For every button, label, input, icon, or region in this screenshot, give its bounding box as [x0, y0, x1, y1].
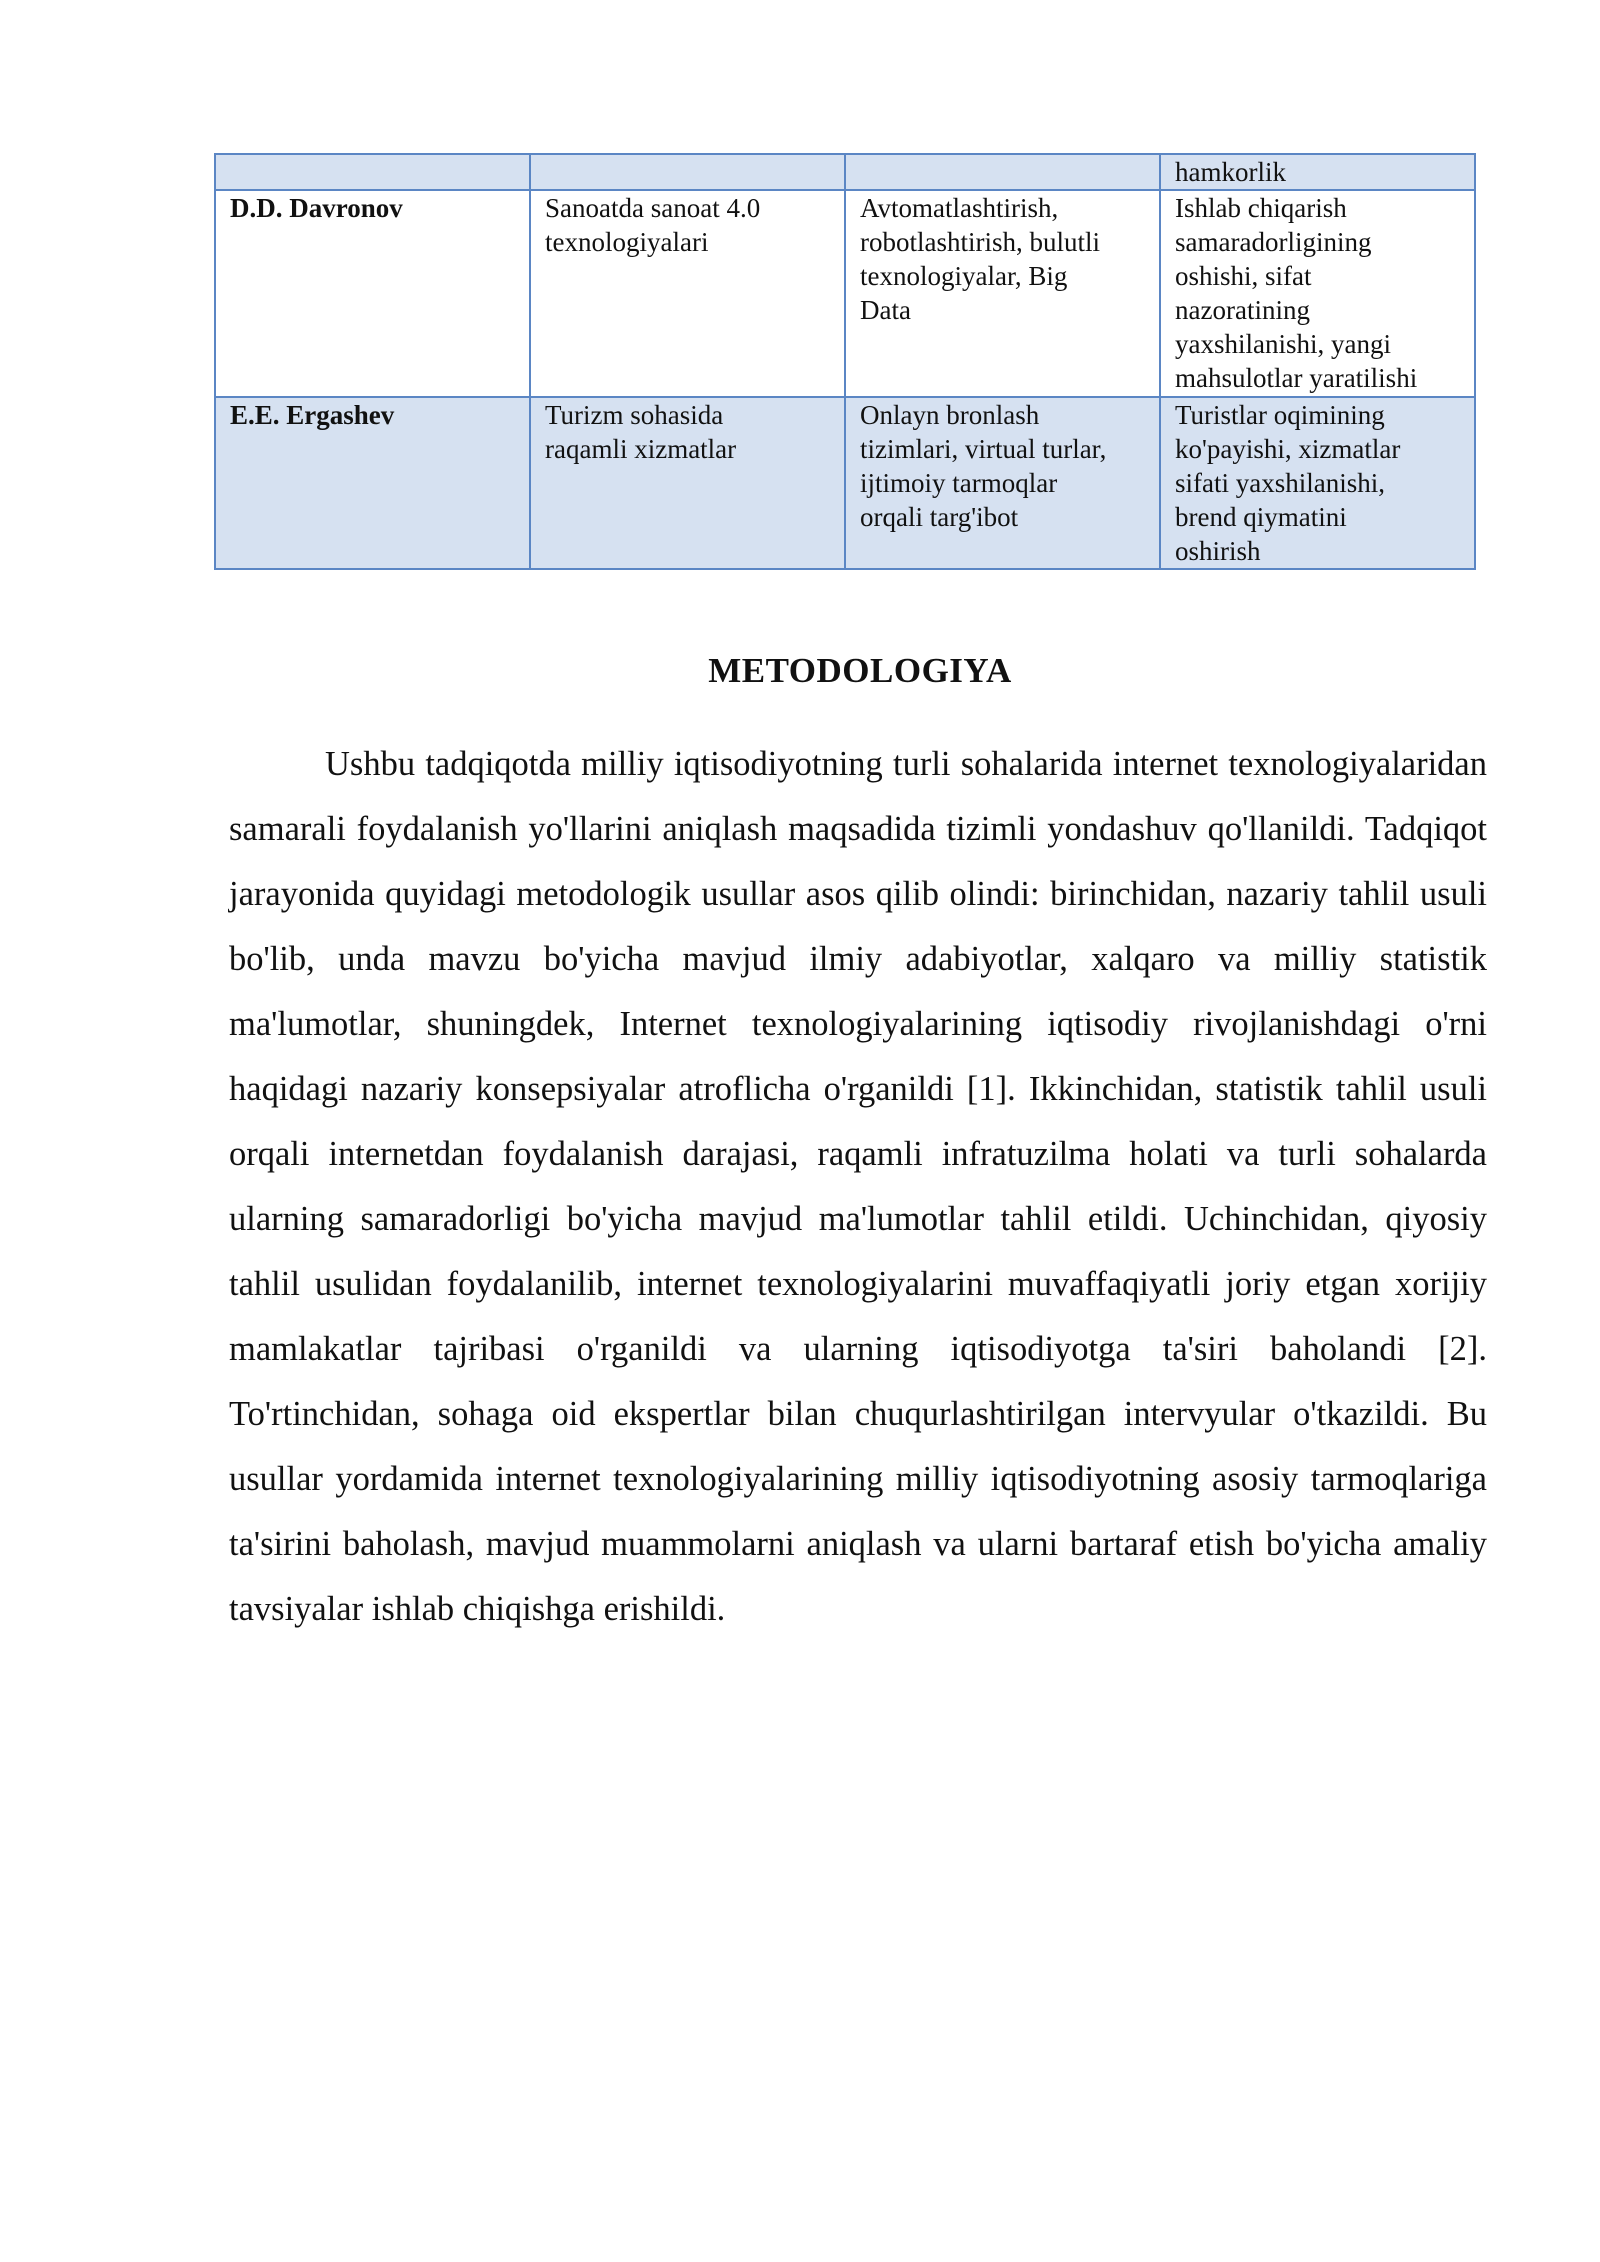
technologies-cell: Avtomatlashtirish, robotlashtirish, bulutli texnologiyalar, Big Data — [845, 190, 1160, 397]
results-cell: Ishlab chiqarish samaradorligining oshishi, sifat nazoratining yaxshilanishi, yangi mahsulotlar yaratilishi — [1160, 190, 1475, 397]
field-cell: Turizm sohasida raqamli xizmatlar — [530, 397, 845, 569]
author-name-cell: E.E. Ergashev — [215, 397, 530, 569]
body-paragraph: Ushbu tadqiqotda milliy iqtisodiyotning turli sohalarida internet texnologiyalaridan samarali foydalanish yo'llarini aniqlash maqsadida tizimli yondashuv qo'llanildi. Tadqiqot jarayonida quyidagi metodologik usullar asos qilib olindi: birinchidan, nazariy tahlil usuli bo'lib, unda mavzu bo'yicha mavjud ilmiy adabiyotlar, xalqaro va milliy statistik ma'lumotlar, shuningdek, Internet texnologiyalarining iqtisodiy rivojlanishdagi o'rni haqidagi nazariy konsepsiyalar atroflicha o'rganildi [1]. Ikkinchidan, statistik tahlil usuli orqali internetdan foydalanish darajasi, raqamli infratuzilma holati va turli sohalarda ularning samaradorligi bo'yicha mavjud ma'lumotlar tahlil etildi. Uchinchidan, qiyosiy tahlil usulidan foydalanilib, internet texnologiyalarini muvaffaqiyatli joriy etgan xorijiy mamlakatlar tajribasi o'rganildi va ularning iqtisodiyotga ta'siri baholandi [2]. To'rtinchidan, sohaga oid ekspertlar bilan chuqurlashtirilgan intervyular o'tkazildi. Bu usullar yordamida internet texnologiyalarining milliy iqtisodiyotning asosiy tarmoqlariga ta'sirini baholash, mavjud muammolarni aniqlash va ularni bartaraf etish bo'yicha amaliy tavsiyalar ishlab chiqishga erishildi. — [229, 745, 1487, 1628]
section-heading: METODOLOGIYA — [708, 651, 1012, 690]
technologies-cell: Onlayn bronlash tizimlari, virtual turlar, ijtimoiy tarmoqlar orqali targ'ibot — [845, 397, 1160, 569]
table-cell — [845, 154, 1160, 190]
results-cell: Turistlar oqimining ko'payishi, xizmatlar sifati yaxshilanishi, brend qiymatini oshirish — [1160, 397, 1475, 569]
table-row — [215, 397, 1475, 569]
table-cell — [215, 154, 530, 190]
table-row — [215, 190, 1475, 397]
table-cell: hamkorlik — [1160, 154, 1475, 190]
author-name-cell: D.D. Davronov — [215, 190, 530, 397]
table-cell — [530, 154, 845, 190]
field-cell: Sanoatda sanoat 4.0 texnologiyalari — [530, 190, 845, 397]
table-row-continuation — [215, 154, 1475, 190]
research-table — [214, 153, 1476, 570]
